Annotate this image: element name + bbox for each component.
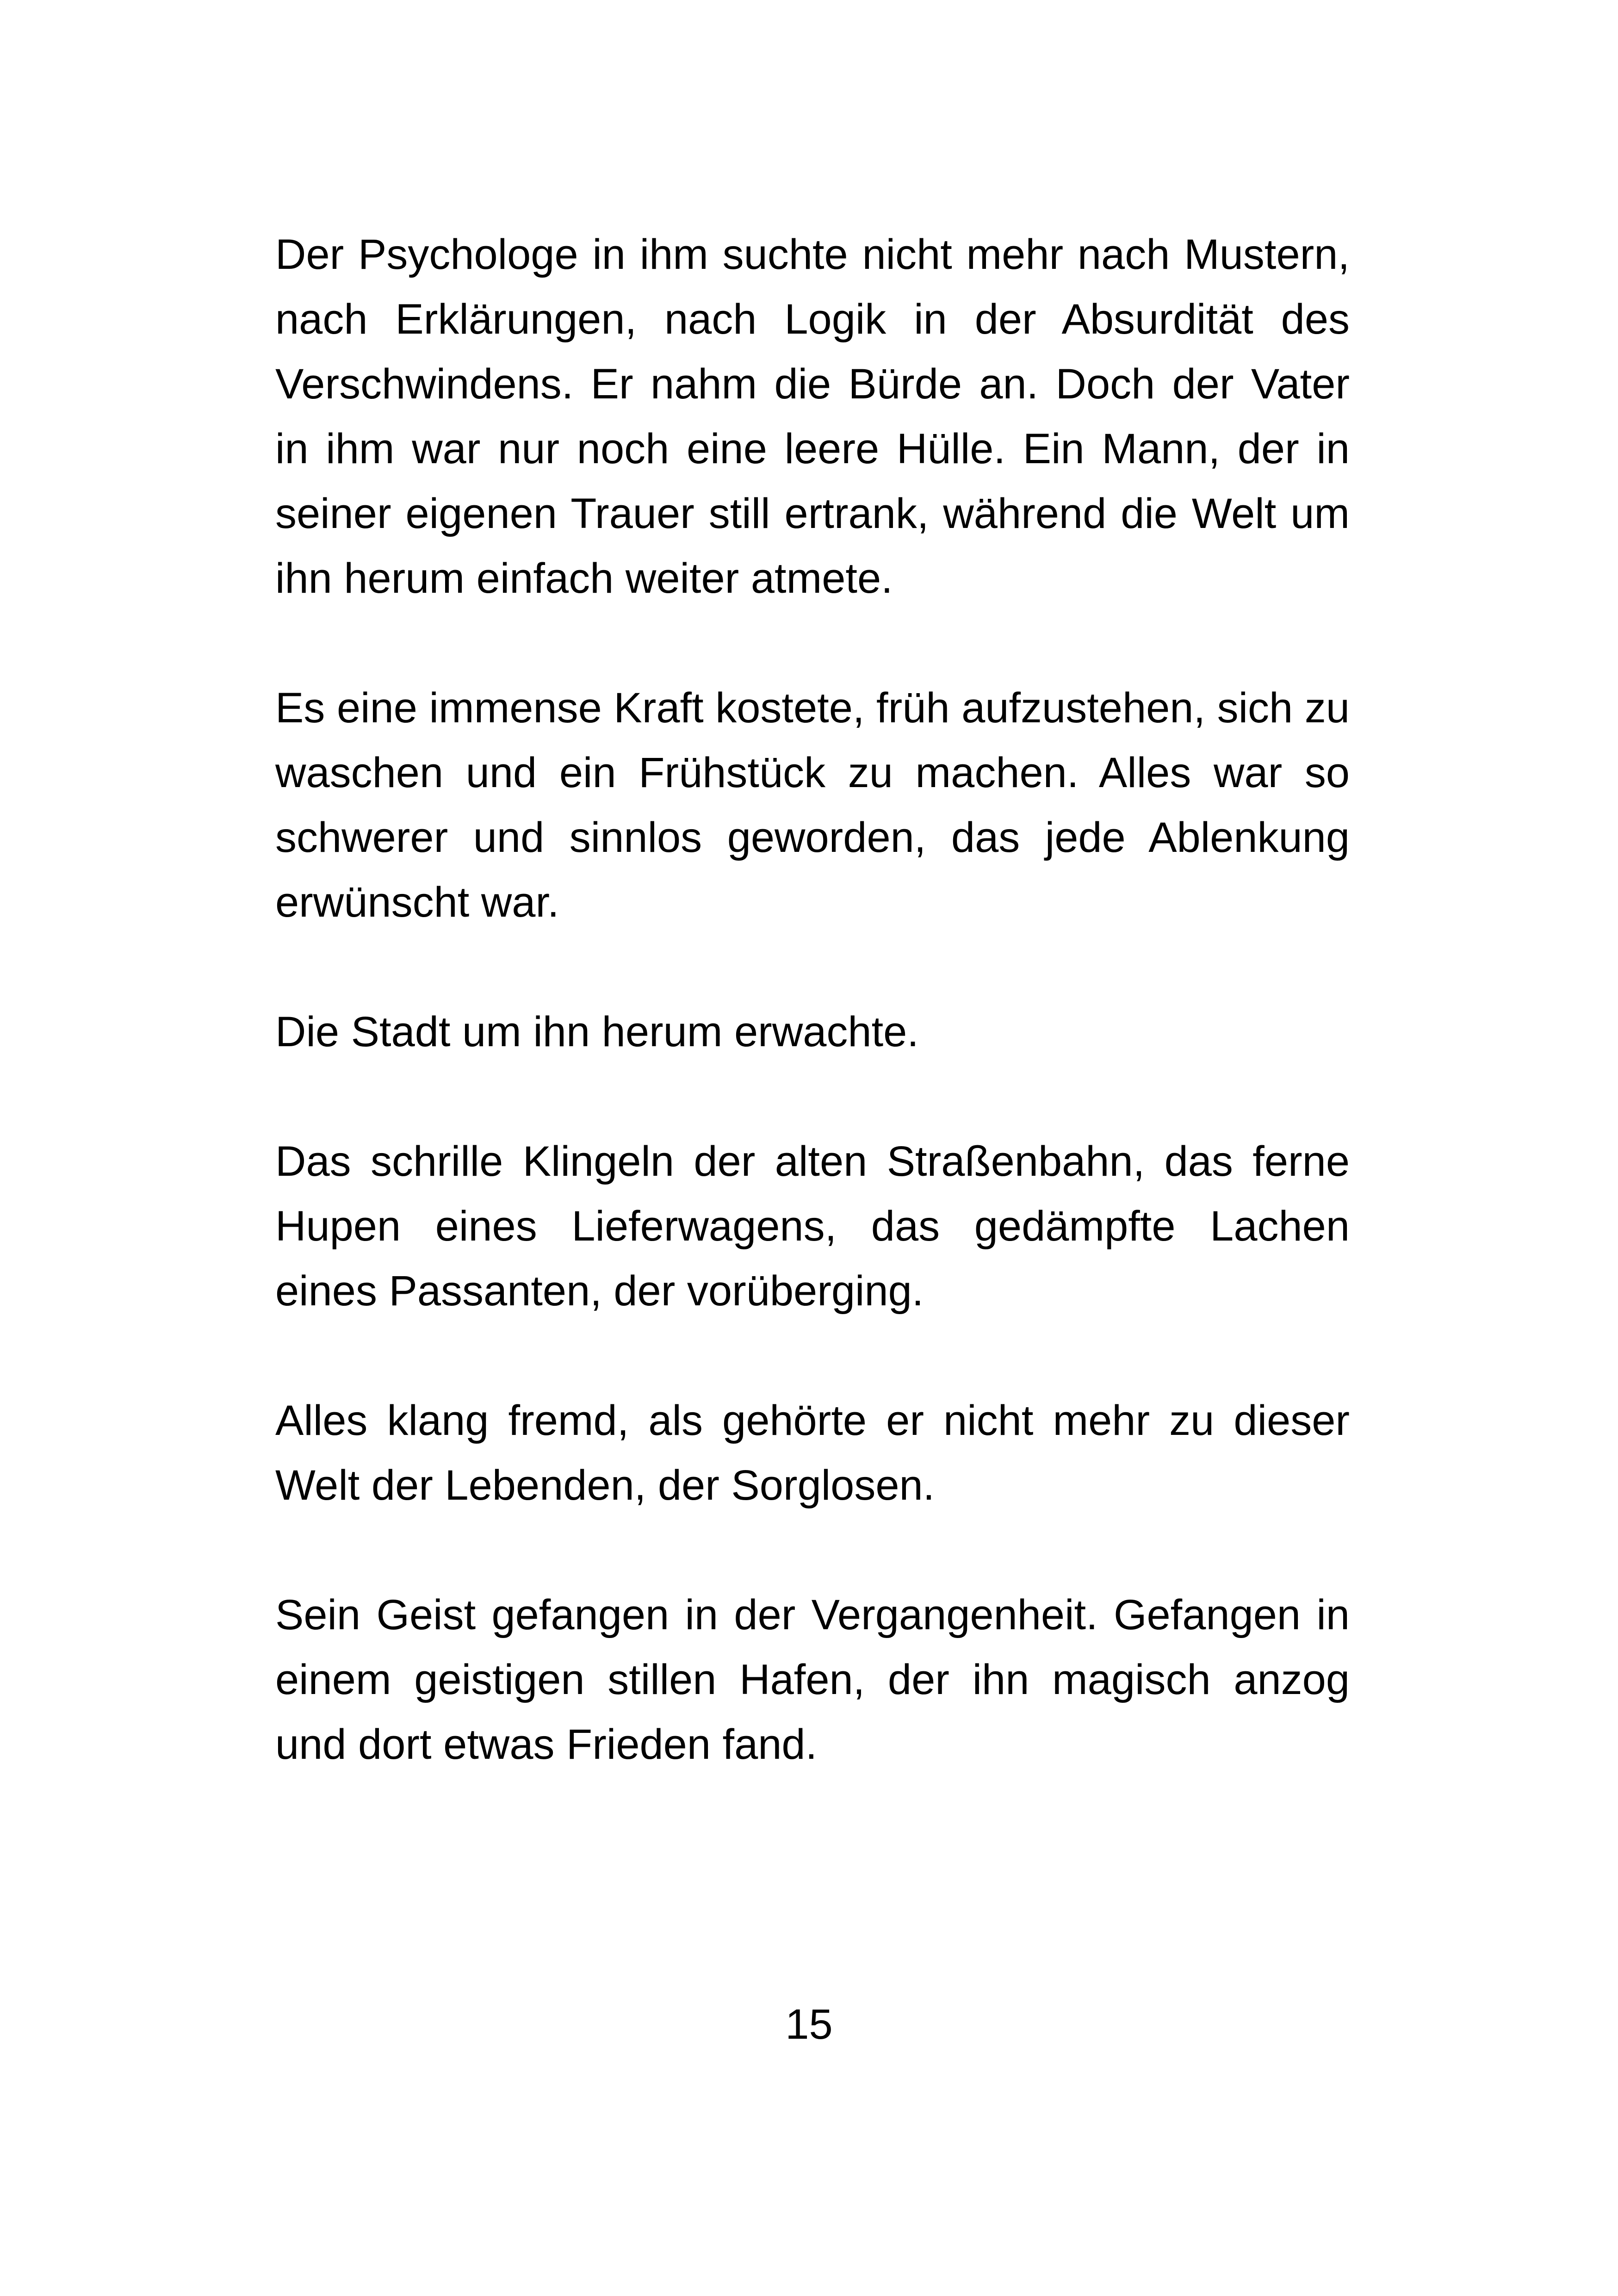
paragraph-2: Es eine immense Kraft kostete, früh aufzustehen, sich zu waschen und ein Frühstück zu machen. Alles war so schwerer und sinnlos geworden, das jede Ablenkung erwünscht war. xyxy=(275,684,1350,926)
paragraph-3: Die Stadt um ihn herum erwachte. xyxy=(275,1008,919,1055)
page-number: 15 xyxy=(785,2001,833,2048)
paragraph-4: Das schrille Klingeln der alten Straßenbahn, das ferne Hupen eines Lieferwagens, das gedämpfte Lachen eines Passanten, der vorüberging. xyxy=(275,1138,1350,1315)
body-text xyxy=(275,222,1350,1842)
paragraph-5: Alles klang fremd, als gehörte er nicht mehr zu dieser Welt der Lebenden, der Sorglosen. xyxy=(275,1397,1350,1509)
paragraph-6: Sein Geist gefangen in der Vergangenheit. Gefangen in einem geistigen stillen Hafen, der ihn magisch anzog und dort etwas Frieden fand. xyxy=(275,1591,1350,1768)
paragraph-1: Der Psychologe in ihm suchte nicht mehr nach Mustern, nach Erklärungen, nach Logik in der Absurdität des Verschwindens. Er nahm die Bürde an. Doch der Vater in ihm war nur noch eine leere Hülle. Ein Mann, der in seiner eigenen Trauer still ertrank, während die Welt um ihn herum einfach weiter atmete. xyxy=(275,231,1350,602)
